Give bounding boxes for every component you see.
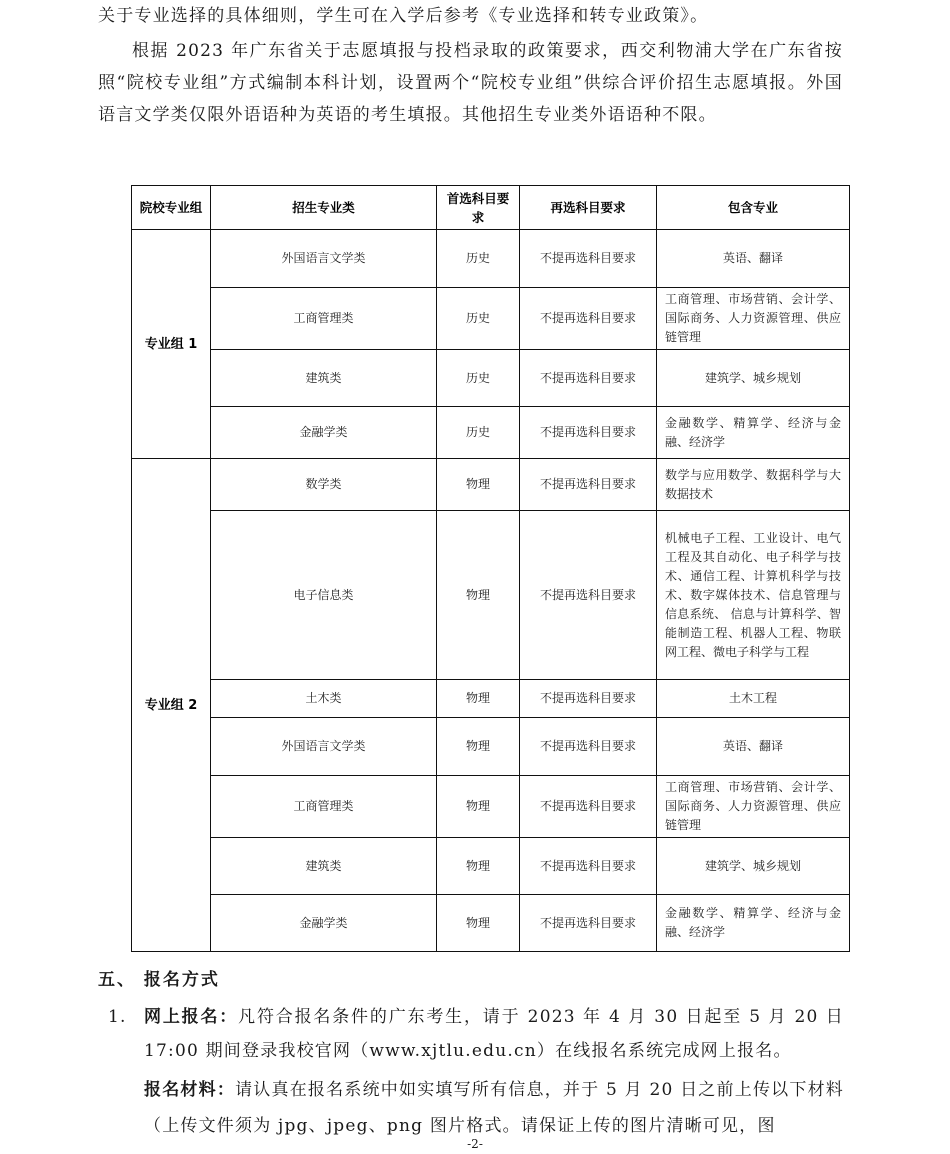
first-subject-cell: 历史 bbox=[437, 407, 520, 459]
first-subject-cell: 历史 bbox=[437, 288, 520, 350]
majors-cell: 英语、翻译 bbox=[657, 230, 850, 288]
category-cell: 外国语言文学类 bbox=[211, 230, 437, 288]
table-row bbox=[132, 680, 850, 718]
header-majors: 包含专业 bbox=[657, 186, 850, 230]
item-number: 1. bbox=[108, 1007, 127, 1027]
item-text: 凡符合报名条件的广东考生，请于 2023 年 4 月 30 日起至 5 月 20 日 17:00 期间登录我校官网（www.xjtlu.edu.cn）在线报名系统完成网上报名。 bbox=[144, 1007, 845, 1061]
second-subject-cell: 不提再选科目要求 bbox=[520, 895, 657, 952]
second-subject-cell: 不提再选科目要求 bbox=[520, 230, 657, 288]
majors-cell: 建筑学、城乡规划 bbox=[657, 838, 850, 895]
category-cell: 数学类 bbox=[211, 459, 437, 511]
majors-cell: 金融数学、精算学、经济与金融、经济学 bbox=[657, 895, 850, 952]
table-row bbox=[132, 895, 850, 952]
majors-cell: 数学与应用数学、数据科学与大数据技术 bbox=[657, 459, 850, 511]
second-subject-cell: 不提再选科目要求 bbox=[520, 407, 657, 459]
header-group: 院校专业组 bbox=[132, 186, 211, 230]
first-subject-cell: 物理 bbox=[437, 895, 520, 952]
second-subject-cell: 不提再选科目要求 bbox=[520, 680, 657, 718]
page-number: -2- bbox=[467, 1137, 483, 1151]
admission-plan-table bbox=[131, 185, 850, 952]
header-second-subject: 再选科目要求 bbox=[520, 186, 657, 230]
second-subject-cell: 不提再选科目要求 bbox=[520, 838, 657, 895]
first-subject-cell: 历史 bbox=[437, 230, 520, 288]
first-subject-cell: 物理 bbox=[437, 718, 520, 776]
intro-paragraph-1: 关于专业选择的具体细则，学生可在入学后参考《专业选择和转专业政策》。 bbox=[98, 6, 709, 26]
header-first-subject: 首选科目要求 bbox=[437, 186, 520, 230]
category-cell: 建筑类 bbox=[211, 838, 437, 895]
second-subject-cell: 不提再选科目要求 bbox=[520, 718, 657, 776]
table-header-row bbox=[132, 186, 850, 230]
materials-lead: 报名材料： bbox=[144, 1080, 236, 1100]
majors-cell: 机械电子工程、工业设计、电气工程及其自动化、电子科学与技术、通信工程、计算机科学与技术、数字媒体技术、信息管理与信息系统、 信息与计算科学、智能制造工程、机器人工程、物联网工程、微电子科学与工程 bbox=[657, 511, 850, 680]
first-subject-cell: 物理 bbox=[437, 776, 520, 838]
table-row bbox=[132, 459, 850, 511]
first-subject-cell: 历史 bbox=[437, 350, 520, 407]
item-lead: 网上报名： bbox=[144, 1007, 239, 1027]
group-cell-2: 专业组 2 bbox=[132, 459, 211, 952]
table-row bbox=[132, 838, 850, 895]
majors-cell: 土木工程 bbox=[657, 680, 850, 718]
category-cell: 工商管理类 bbox=[211, 288, 437, 350]
table-row bbox=[132, 407, 850, 459]
category-cell: 金融学类 bbox=[211, 895, 437, 952]
first-subject-cell: 物理 bbox=[437, 680, 520, 718]
second-subject-cell: 不提再选科目要求 bbox=[520, 459, 657, 511]
item-body bbox=[144, 1000, 844, 1068]
table-row bbox=[132, 718, 850, 776]
first-subject-cell: 物理 bbox=[437, 459, 520, 511]
majors-cell: 建筑学、城乡规划 bbox=[657, 350, 850, 407]
majors-cell: 金融数学、精算学、经济与金融、经济学 bbox=[657, 407, 850, 459]
second-subject-cell: 不提再选科目要求 bbox=[520, 511, 657, 680]
table-row bbox=[132, 511, 850, 680]
category-cell: 建筑类 bbox=[211, 350, 437, 407]
category-cell: 土木类 bbox=[211, 680, 437, 718]
second-subject-cell: 不提再选科目要求 bbox=[520, 776, 657, 838]
table-row bbox=[132, 776, 850, 838]
intro-paragraph-2: 根据 2023 年广东省关于志愿填报与投档录取的政策要求，西交利物浦大学在广东省按照“院校专业组”方式编制本科计划，设置两个“院校专业组”供综合评价招生志愿填报。外国语言文学类仅限外语语种为英语的考生填报。其他招生专业类外语语种不限。 bbox=[98, 41, 843, 125]
category-cell: 外国语言文学类 bbox=[211, 718, 437, 776]
first-subject-cell: 物理 bbox=[437, 511, 520, 680]
materials-text: 请认真在报名系统中如实填写所有信息，并于 5 月 20 日之前上传以下材料（上传文件须为 jpg、jpeg、png 图片格式。请保证上传的图片清晰可见，图 bbox=[144, 1080, 845, 1136]
table-row bbox=[132, 230, 850, 288]
table-row bbox=[132, 288, 850, 350]
section-heading-registration: 五、 报名方式 bbox=[98, 970, 220, 990]
category-cell: 工商管理类 bbox=[211, 776, 437, 838]
first-subject-cell: 物理 bbox=[437, 838, 520, 895]
majors-cell: 工商管理、市场营销、会计学、国际商务、人力资源管理、供应链管理 bbox=[657, 288, 850, 350]
materials-paragraph bbox=[144, 1072, 844, 1144]
table-row bbox=[132, 350, 850, 407]
category-cell: 金融学类 bbox=[211, 407, 437, 459]
majors-cell: 工商管理、市场营销、会计学、国际商务、人力资源管理、供应链管理 bbox=[657, 776, 850, 838]
group-cell-1: 专业组 1 bbox=[132, 230, 211, 459]
header-category: 招生专业类 bbox=[211, 186, 437, 230]
majors-cell: 英语、翻译 bbox=[657, 718, 850, 776]
second-subject-cell: 不提再选科目要求 bbox=[520, 350, 657, 407]
category-cell: 电子信息类 bbox=[211, 511, 437, 680]
second-subject-cell: 不提再选科目要求 bbox=[520, 288, 657, 350]
